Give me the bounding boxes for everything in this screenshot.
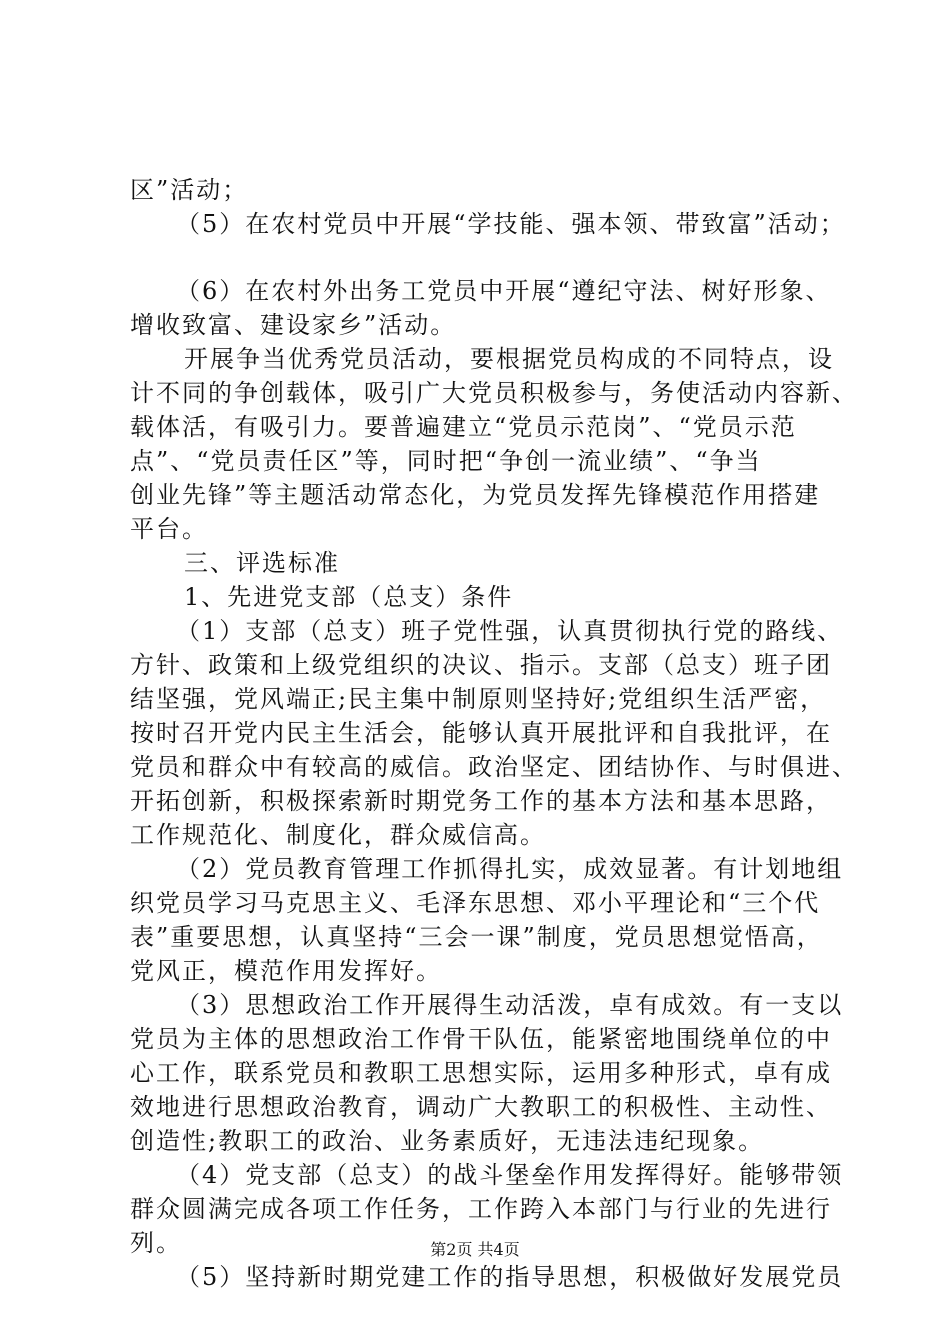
text-line: （1）支部（总支）班子党性强，认真贯彻执行党的路线、	[176, 617, 844, 645]
subsection-heading: 1、先进党支部（总支）条件	[184, 583, 514, 611]
text-line: 党风正，模范作用发挥好。	[130, 957, 442, 985]
text-line: 开拓创新，积极探索新时期党务工作的基本方法和基本思路，	[130, 787, 832, 815]
text-line: 列。	[130, 1229, 182, 1257]
text-line: 党员和群众中有较高的威信。政治坚定、团结协作、与时俱进、	[130, 753, 858, 781]
text-line: 方针、政策和上级党组织的决议、指示。支部（总支）班子团	[130, 651, 832, 679]
blank-line	[130, 241, 830, 274]
text-line: 创业先锋”等主题活动常态化，为党员发挥先锋模范作用搭建	[130, 481, 821, 509]
text-line: 区”活动；	[130, 176, 249, 204]
text-line: 表”重要思想，认真坚持“三会一课”制度，党员思想觉悟高，	[130, 923, 823, 951]
text-line: 织党员学习马克思主义、毛泽东思想、邓小平理论和“三个代	[130, 889, 821, 917]
text-line: 按时召开党内民主生活会，能够认真开展批评和自我批评，在	[130, 719, 832, 747]
text-line: 党员为主体的思想政治工作骨干队伍，能紧密地围绕单位的中	[130, 1025, 832, 1053]
text-line: 增收致富、建设家乡”活动。	[130, 311, 457, 339]
section-heading: 三、评选标准	[184, 549, 340, 577]
text-line: （2）党员教育管理工作抓得扎实，成效显著。有计划地组	[176, 855, 844, 883]
text-line: 心工作，联系党员和教职工思想实际，运用多种形式，卓有成	[130, 1059, 832, 1087]
text-line: 创造性;教职工的政治、业务素质好，无违法违纪现象。	[130, 1127, 765, 1155]
text-line: 开展争当优秀党员活动，要根据党员构成的不同特点，设	[184, 345, 834, 373]
text-line: 结坚强，党风端正;民主集中制原则坚持好;党组织生活严密，	[130, 685, 827, 713]
text-line: 群众圆满完成各项工作任务，工作跨入本部门与行业的先进行	[130, 1195, 832, 1223]
text-line: 效地进行思想政治教育，调动广大教职工的积极性、主动性、	[130, 1093, 832, 1121]
text-line: 工作规范化、制度化，群众威信高。	[130, 821, 546, 849]
text-line: 计不同的争创载体，吸引广大党员积极参与，务使活动内容新、	[130, 379, 858, 407]
text-line: （5）坚持新时期党建工作的指导思想，积极做好发展党员	[176, 1263, 844, 1291]
document-body	[130, 173, 858, 1294]
text-line: 平台。	[130, 515, 208, 543]
text-line: （4）党支部（总支）的战斗堡垒作用发挥得好。能够带领	[176, 1161, 844, 1189]
text-line: （5）在农村党员中开展“学技能、强本领、带致富”活动；	[176, 210, 846, 238]
text-line: （6）在农村外出务工党员中开展“遵纪守法、树好形象、	[176, 277, 832, 305]
text-line: 载体活，有吸引力。要普遍建立“党员示范岗”、“党员示范	[130, 413, 797, 441]
text-line: （3）思想政治工作开展得生动活泼，卓有成效。有一支以	[176, 991, 844, 1019]
page-footer: 第2页 共4页	[430, 1240, 520, 1259]
text-line: 点”、“党员责任区”等，同时把“争创一流业绩”、“争当	[130, 447, 762, 475]
